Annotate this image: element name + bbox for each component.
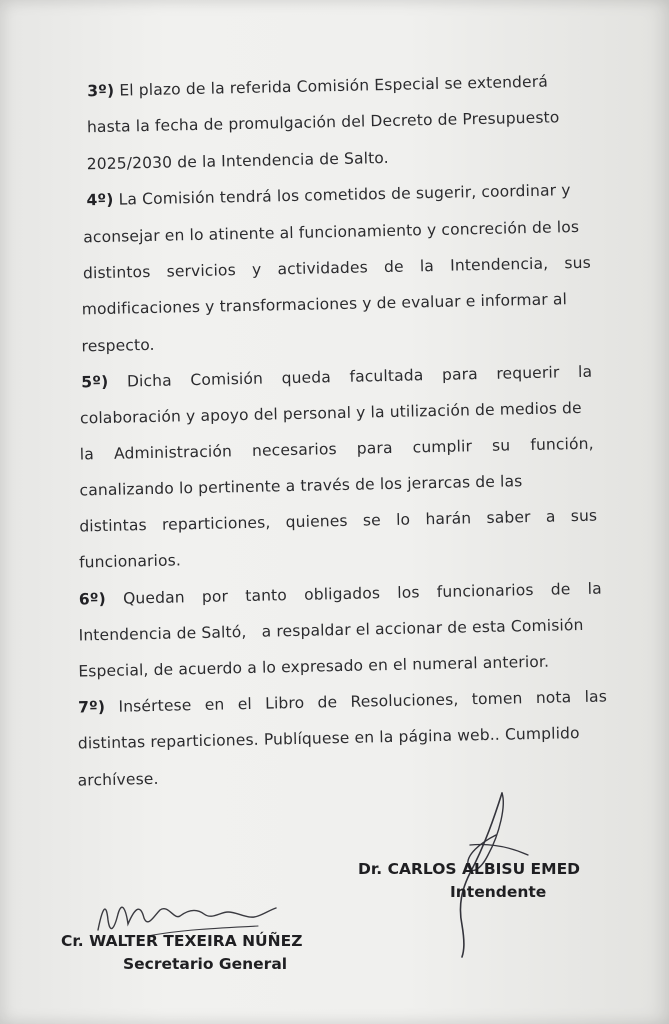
- word: de: [317, 693, 338, 712]
- secretario-title: Secretario General: [123, 955, 288, 973]
- clause-6-number: 6º): [78, 589, 107, 609]
- word: la: [587, 579, 602, 598]
- word: Quedan: [122, 588, 185, 608]
- clause-7-line-3: archívese.: [77, 769, 159, 790]
- word: función,: [530, 434, 594, 455]
- clause-7-number: 7º): [77, 697, 106, 717]
- clause-6-line-1: [79, 580, 602, 609]
- clause-5-number: 5º): [81, 372, 109, 392]
- word: Dicha: [126, 371, 173, 391]
- word: saber: [486, 508, 531, 527]
- clause-5-line-1: [81, 363, 592, 392]
- word: lo: [395, 510, 411, 529]
- word: las: [584, 687, 608, 706]
- clause-3-number: 3º): [87, 81, 115, 101]
- word: Intendencia,: [449, 254, 549, 275]
- word: distintas: [79, 516, 147, 536]
- word: en: [204, 695, 225, 714]
- clause-4-text: La Comisión tendrá los cometidos de sugerir, coordinar y: [118, 181, 571, 209]
- word: para: [441, 365, 478, 384]
- word: necesarios: [251, 440, 337, 460]
- word: Administración: [113, 442, 233, 463]
- word: Libro: [265, 693, 305, 713]
- secretario-name: Cr. WALTER TEXEIRA NÚÑEZ: [61, 932, 303, 950]
- word: facultada: [349, 366, 424, 386]
- word: la: [577, 362, 593, 381]
- word: la: [419, 256, 435, 276]
- word: queda: [281, 368, 332, 388]
- intendente-title: Intendente: [450, 883, 547, 901]
- clause-3-line-1: [87, 73, 548, 101]
- clause-5-line-3: [80, 435, 594, 464]
- word: su: [491, 436, 511, 455]
- clause-4-number: 4º): [86, 190, 114, 210]
- clause-4-line-5: respecto.: [81, 335, 155, 356]
- word: reparticiones,: [161, 513, 271, 534]
- word: cumplir: [412, 437, 473, 457]
- word: nota: [535, 688, 572, 707]
- word: distintos: [82, 262, 151, 283]
- clause-3-text: El plazo de la referida Comisión Especial se extenderá: [119, 72, 549, 100]
- clause-4-line-3: [83, 254, 591, 283]
- clause-3-line-3: 2025/2030 de la Intendencia de Salto.: [86, 148, 389, 174]
- word: se: [362, 511, 382, 530]
- word: Insértese: [118, 696, 192, 716]
- word: tanto: [245, 586, 288, 606]
- word: funcionarios: [436, 580, 534, 601]
- word: sus: [570, 506, 598, 526]
- word: a: [545, 507, 556, 526]
- clause-6-line-3: Especial, de acuerdo a lo expresado en el numeral anterior.: [78, 652, 550, 681]
- clause-5-line-6: funcionarios.: [78, 551, 182, 572]
- clause-4-line-2: aconsejar en lo atinente al funcionamiento y concreción de los: [83, 217, 580, 247]
- word: de: [383, 257, 404, 277]
- clause-6-line-2: Intendencia de Saltó, a respaldar el accionar de esta Comisión: [78, 615, 584, 645]
- word: actividades: [277, 258, 369, 279]
- word: quienes: [285, 511, 348, 532]
- word: de: [550, 580, 571, 599]
- clause-5-line-5: [79, 507, 597, 536]
- clause-7-line-2: distintas reparticiones. Publíquese en la página web.. Cumplido: [77, 724, 580, 753]
- word: la: [79, 445, 95, 464]
- word: tomen: [471, 689, 523, 709]
- word: por: [201, 587, 229, 606]
- clause-7-line-1: [78, 687, 607, 716]
- word: servicios: [166, 261, 237, 281]
- word: Comisión: [190, 369, 264, 390]
- word: Resoluciones,: [350, 690, 459, 711]
- word: los: [397, 583, 420, 602]
- word: para: [356, 438, 393, 458]
- clause-5-line-2: colaboración y apoyo del personal y la utilización de medios de: [79, 398, 582, 428]
- clause-4-line-1: [86, 181, 570, 209]
- word: obligados: [303, 584, 381, 604]
- intendente-name: Dr. CARLOS ALBISU EMED: [358, 860, 581, 878]
- word: sus: [564, 253, 592, 273]
- clause-4-line-4: modificaciones y transformaciones y de evaluar e informar al: [81, 290, 568, 319]
- word: el: [237, 694, 253, 714]
- clause-5-line-4: canalizando lo pertinente a través de los jerarcas de las: [79, 472, 523, 500]
- word: harán: [425, 509, 472, 529]
- clause-3-line-2: hasta la fecha de promulgación del Decreto de Presupuesto: [86, 108, 560, 137]
- word: requerir: [496, 363, 560, 383]
- word: y: [251, 260, 262, 279]
